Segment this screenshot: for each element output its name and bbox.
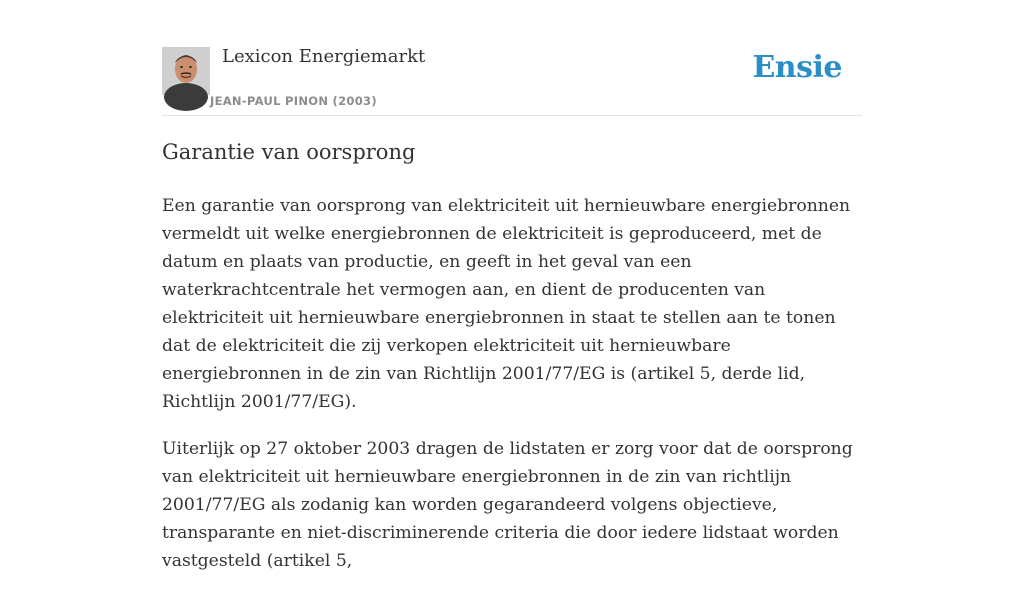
definition-paragraph: Een garantie van oorsprong van elektriciteit uit hernieuwbare energiebronnen vermeldt uit welke energiebronnen de elektriciteit is geproduceerd, met de datum en plaats van productie, en geeft in het geval van een waterkrachtcentrale het vermogen aan, en dient de producenten van elektriciteit uit hernieuwbare energiebronnen in staat te stellen aan te tonen dat de elektriciteit die zij verkopen elektriciteit uit hernieuwbare energiebronnen in de zin van Richtlijn 2001/77/EG is (artikel 5, derde lid, Richtlijn 2001/77/EG). [162,196,851,412]
author-name: JEAN-PAUL PINON (2003) [210,94,377,108]
content-container [162,0,862,571]
definition-paragraph: Uiterlijk op 27 oktober 2003 dragen de lidstaten er zorg voor dat de oorsprong van elektriciteit uit hernieuwbare energiebronnen in de zin van richtlijn 2001/77/EG als zodanig kan worden gegarandeerd volgens objectieve, transparante en niet-discriminerende criteria die door iedere lidstaat worden vastgesteld (artikel 5, [162,439,853,571]
author-avatar[interactable] [162,47,210,95]
lexicon-title[interactable]: Lexicon Energiemarkt [222,46,426,67]
author-portrait-icon [162,47,210,95]
definition-body [162,192,862,594]
ensie-logo[interactable]: Ensie [752,50,842,85]
header [162,0,862,116]
term-title: Garantie van oorsprong [162,140,416,164]
